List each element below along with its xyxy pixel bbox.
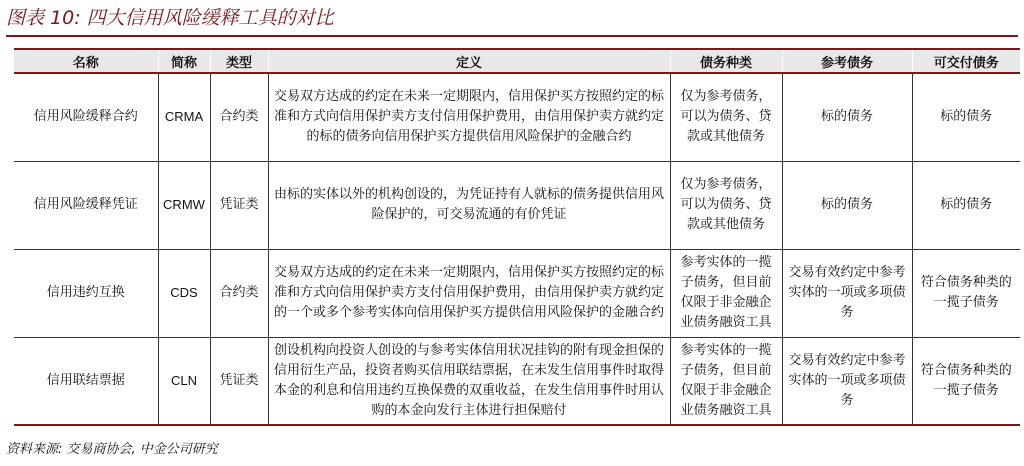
cell-definition: 由标的实体以外的机构创设的，为凭证持有人就标的债务提供信用风险保护的，可交易流通的有价凭证	[268, 161, 670, 249]
cell-definition: 交易双方达成的约定在未来一定期限内，信用保护买方按照约定的标准和方式向信用保护卖方支付信用保护费用，由信用保护卖方就约定的一个或多个参考实体向信用保护买方提供信用风险保护的金融合约	[268, 249, 670, 337]
cell-abbr: CDS	[158, 249, 210, 337]
cell-name: 信用违约互换	[14, 249, 158, 337]
header-debt-type: 债务种类	[670, 49, 782, 73]
table-row	[14, 249, 1020, 337]
cell-type: 凭证类	[210, 161, 268, 249]
cell-deliverable-debt: 符合债务种类的一揽子债务	[912, 337, 1020, 425]
cell-deliverable-debt: 符合债务种类的一揽子债务	[912, 249, 1020, 337]
comparison-table	[14, 48, 1020, 426]
cell-abbr: CRMW	[158, 161, 210, 249]
cell-reference-debt: 标的债务	[782, 73, 912, 161]
cell-debt-type: 参考实体的一揽子债务，但目前仅限于非金融企业债务融资工具	[670, 249, 782, 337]
table-header-row	[14, 49, 1020, 73]
cell-abbr: CLN	[158, 337, 210, 425]
cell-name: 信用联结票据	[14, 337, 158, 425]
header-type: 类型	[210, 49, 268, 73]
header-reference-debt: 参考债务	[782, 49, 912, 73]
source-note: 资料来源: 交易商协会, 中金公司研究	[6, 442, 218, 457]
cell-reference-debt: 交易有效约定中参考实体的一项或多项债务	[782, 249, 912, 337]
table-row	[14, 337, 1020, 425]
cell-debt-type: 仅为参考债务，可以为债务、贷款或其他债务	[670, 161, 782, 249]
cell-name: 信用风险缓释合约	[14, 73, 158, 161]
header-deliverable-debt: 可交付债务	[912, 49, 1020, 73]
cell-definition: 创设机构向投资人创设的与参考实体信用状况挂钩的附有现金担保的信用衍生产品，投资者购买信用联结票据，在未发生信用事件时取得本金的利息和信用违约互换保费的双重收益，在发生信用事件时用认购的本金向发行主体进行担保赔付	[268, 337, 670, 425]
cell-debt-type: 参考实体的一揽子债务，但目前仅限于非金融企业债务融资工具	[670, 337, 782, 425]
title-divider	[6, 35, 1018, 37]
cell-abbr: CRMA	[158, 73, 210, 161]
cell-type: 合约类	[210, 73, 268, 161]
header-abbr: 简称	[158, 49, 210, 73]
header-name: 名称	[14, 49, 158, 73]
cell-type: 合约类	[210, 249, 268, 337]
table-row	[14, 73, 1020, 161]
cell-type: 凭证类	[210, 337, 268, 425]
header-definition: 定义	[268, 49, 670, 73]
cell-debt-type: 仅为参考债务，可以为债务、贷款或其他债务	[670, 73, 782, 161]
cell-deliverable-debt: 标的债务	[912, 161, 1020, 249]
table-row	[14, 161, 1020, 249]
cell-reference-debt: 交易有效约定中参考实体的一项或多项债务	[782, 337, 912, 425]
cell-deliverable-debt: 标的债务	[912, 73, 1020, 161]
figure-title: 图表 10: 四大信用风险缓释工具的对比	[6, 7, 334, 29]
cell-reference-debt: 标的债务	[782, 161, 912, 249]
cell-name: 信用风险缓释凭证	[14, 161, 158, 249]
cell-definition: 交易双方达成的约定在未来一定期限内，信用保护买方按照约定的标准和方式向信用保护卖方支付信用保护费用，由信用保护卖方就约定的标的债务向信用保护买方提供信用风险保护的金融合约	[268, 73, 670, 161]
